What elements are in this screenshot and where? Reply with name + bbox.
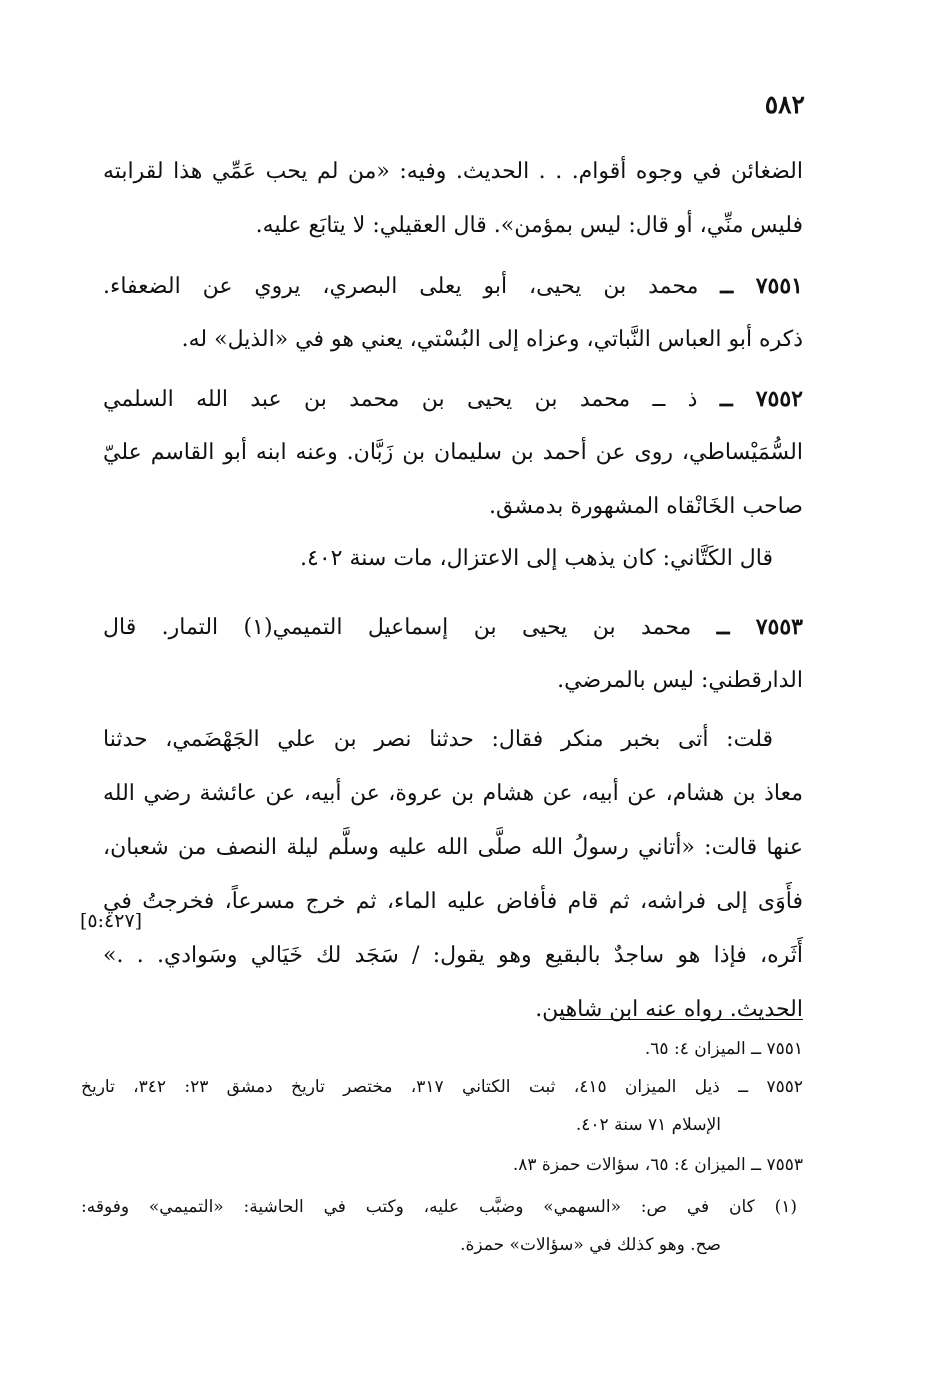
- text-line: قال الكَتَّاني: كان يذهب إلى الاعتزال، مات سنة ٤٠٢.: [300, 546, 773, 571]
- text-line: أَثَره، فإذا هو ساجدٌ بالبقيع وهو يقول: / سَجَد لك خَيَالي وسَوادي. . .»: [103, 943, 803, 968]
- text-line: الضغائن في وجوه أقوام. . . الحديث. وفيه: «من لم يحب عَمِّي هذا لقرابته: [103, 159, 803, 184]
- margin-reference: [٥:٤٢٧]: [80, 910, 143, 932]
- text-line: [103, 600, 803, 654]
- text-line: عنها قالت: «أتاني رسولُ الله صلَّى الله عليه وسلَّم ليلة النصف من شعبان،: [103, 835, 803, 860]
- footnote-line: الإسلام ٧١ سنة ٤٠٢.: [575, 1115, 721, 1135]
- footnote-1: [81, 1188, 803, 1264]
- page-number: ٥٨٢: [764, 90, 805, 119]
- paragraph-hadith-continuation: [103, 145, 803, 253]
- footnote-line: صح. وهو كذلك في «سؤالات» حمزة.: [460, 1235, 721, 1255]
- entry-number: ٧٥٥١ ــ: [720, 273, 803, 299]
- entry-number: ٧٥٥٢ ــ: [719, 386, 803, 412]
- text-line: [103, 372, 803, 426]
- entry-number: ٧٥٥٣ ــ: [716, 614, 803, 640]
- entry-text: ذ ــ محمد بن يحيى بن محمد بن عبد الله السلمي: [103, 387, 698, 412]
- footnote-7553: [81, 1146, 803, 1184]
- text-line: معاذ بن هشام، عن أبيه، عن هشام بن عروة، عن أبيه، عن عائشة رضي الله: [103, 781, 803, 806]
- footnote-line: (١) كان في ص: «السهمي» وضبَّب عليه، وكتب في الحاشية: «التميمي» وفوقه:: [81, 1197, 797, 1217]
- footnote-separator: [561, 1019, 803, 1020]
- footnote-7552: [81, 1068, 803, 1144]
- paragraph-kattani: [103, 532, 803, 586]
- entry-7552: [103, 372, 803, 534]
- footnote-7551: [81, 1030, 803, 1068]
- footnote-line: ٧٥٥٢ ــ ذيل الميزان ٤١٥، ثبت الكتاني ٣١٧، مختصر تاريخ دمشق ٢٣: ٣٤٢، تاريخ: [81, 1077, 803, 1097]
- text-line: الحديث. رواه عنه ابن شاهين.: [535, 997, 803, 1022]
- text-line: قلت: أتى بخبر منكر فقال: حدثنا نصر بن علي الجَهْضَمي، حدثنا: [103, 727, 773, 752]
- text-line: فأَوَى إلى فراشه، ثم قام فأفاض عليه الماء، ثم خرج مسرعاً، فخرجتُ في: [103, 889, 803, 914]
- text-line: [103, 259, 803, 313]
- text-line: الدارقطني: ليس بالمرضي.: [557, 668, 803, 693]
- text-line: السُّمَيْساطي، روى عن أحمد بن سليمان بن زَبَّان. وعنه ابنه أبو القاسم عليّ: [103, 440, 803, 465]
- text-line: صاحب الخَانْقاه المشهورة بدمشق.: [488, 494, 803, 519]
- entry-text: محمد بن يحيى بن إسماعيل التميمي(١) التمار. قال: [103, 615, 692, 640]
- footnote-line: ٧٥٥٣ ــ الميزان ٤: ٦٥، سؤالات حمزة ٨٣.: [512, 1155, 803, 1175]
- footnote-line: ٧٥٥١ ــ الميزان ٤: ٦٥.: [644, 1039, 803, 1059]
- text-line: ذكره أبو العباس النَّباتي، وعزاه إلى البُسْتي، يعني هو في «الذيل» له.: [181, 327, 803, 352]
- entry-7551: [103, 259, 803, 367]
- entry-text: محمد بن يحيى، أبو يعلى البصري، يروي عن الضعفاء.: [103, 274, 699, 299]
- paragraph-qultu: [103, 713, 803, 1037]
- text-line: فليس منِّي، أو قال: ليس بمؤمن». قال العقيلي: لا يتابَع عليه.: [255, 213, 803, 238]
- entry-7553: [103, 600, 803, 708]
